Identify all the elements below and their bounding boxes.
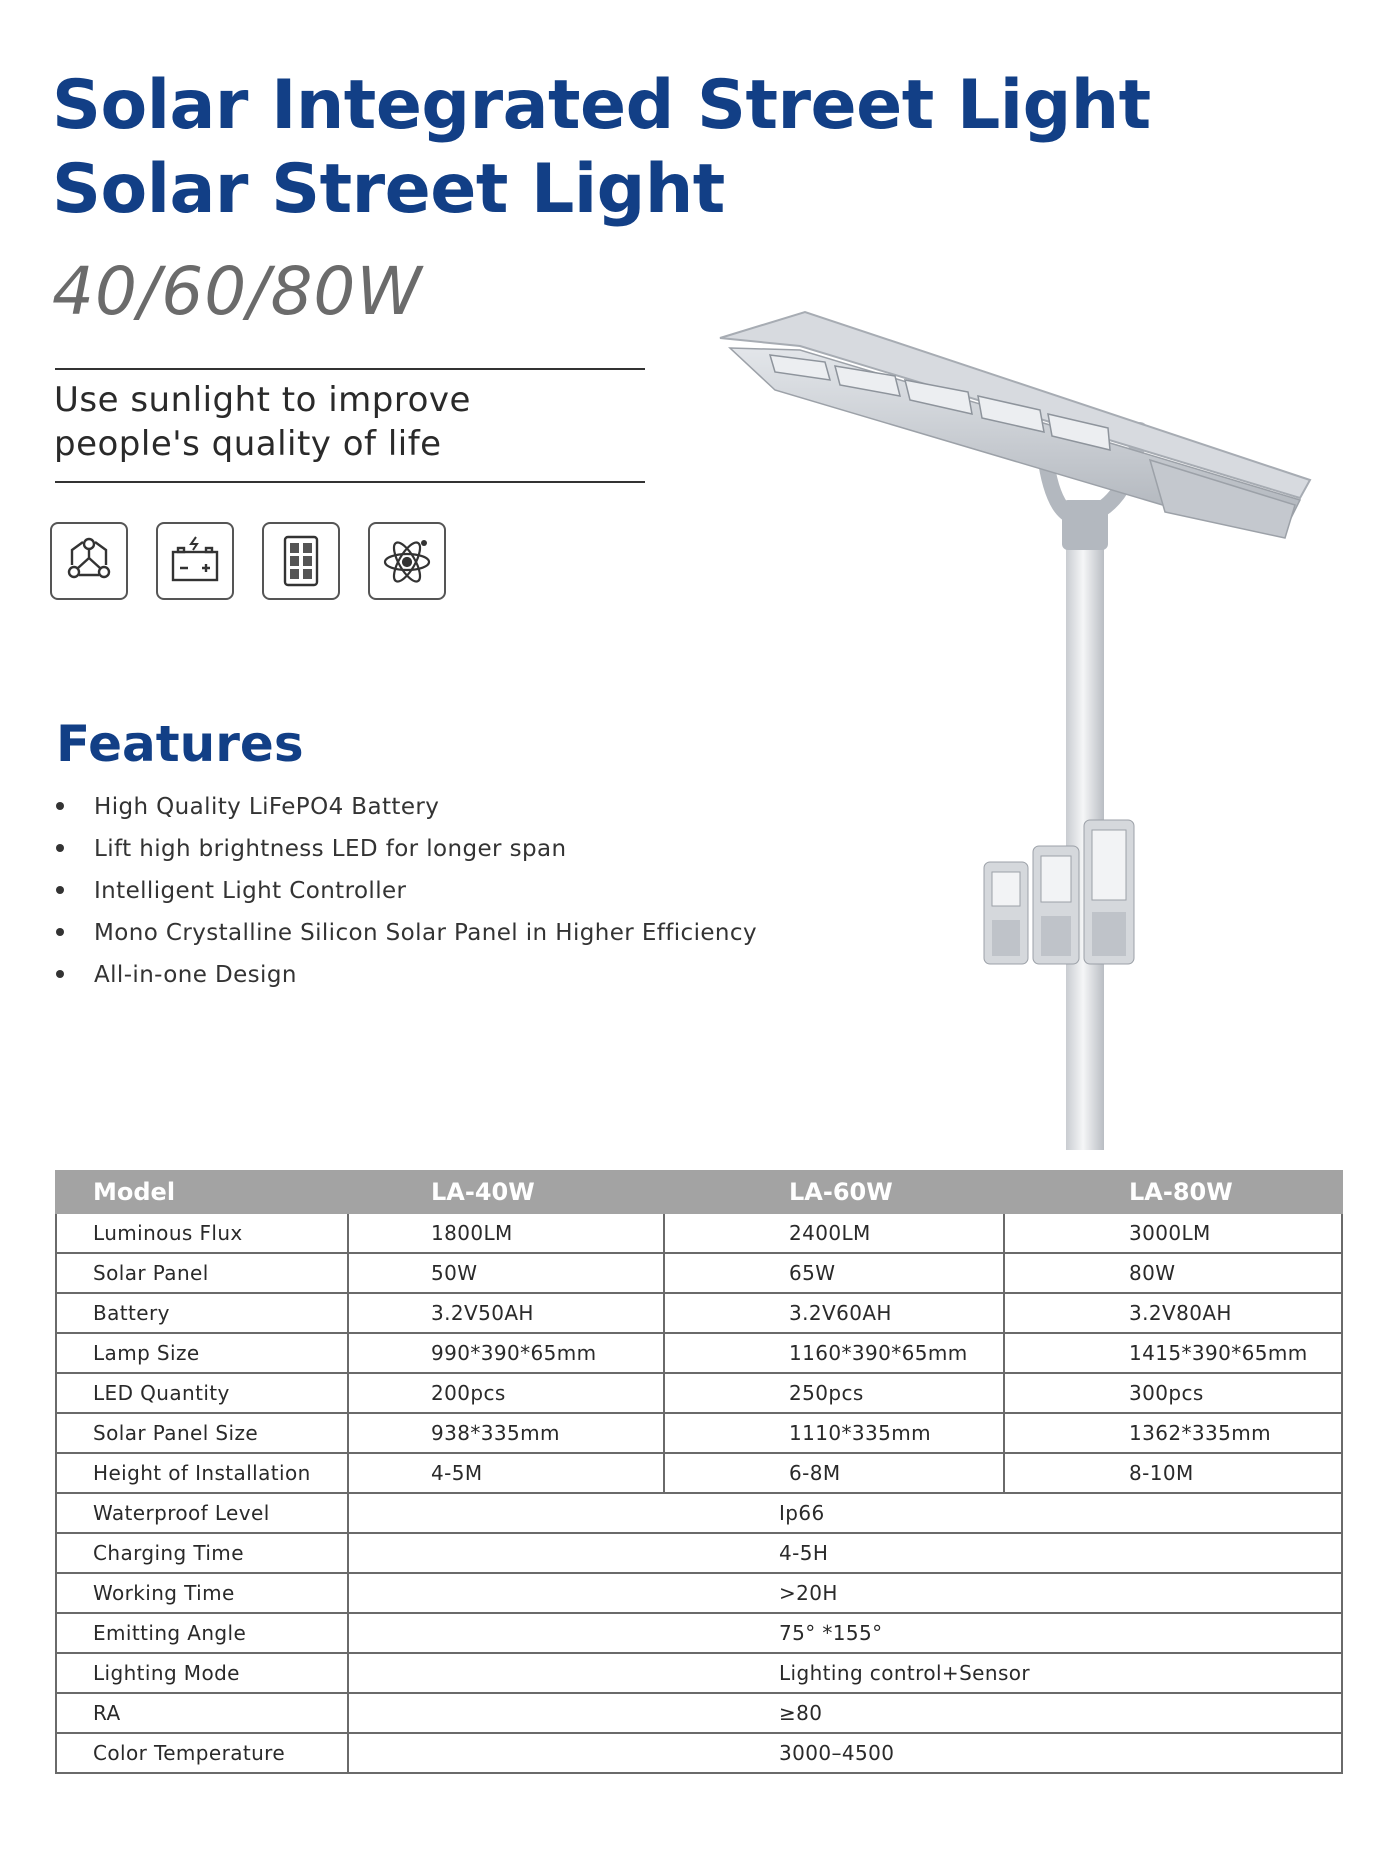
header-la-80w: LA-80W [1004, 1171, 1342, 1213]
cell-value: 80W [1004, 1253, 1342, 1293]
header-model: Model [56, 1171, 348, 1213]
title-line-2: Solar Street Light [52, 150, 725, 229]
table-row [56, 1533, 1342, 1573]
cell-value: 1800LM [348, 1213, 664, 1253]
feature-text: High Quality LiFePO4 Battery [94, 794, 440, 820]
table-row [56, 1613, 1342, 1653]
shared-value: 4-5H [348, 1533, 1342, 1573]
feature-item [56, 786, 757, 828]
cell-value: 6-8M [664, 1453, 1004, 1493]
cell-value: 4-5M [348, 1453, 664, 1493]
model-60w [1033, 846, 1079, 964]
model-40w [984, 862, 1028, 964]
feature-item [56, 870, 757, 912]
solar-panel-icon [262, 522, 340, 600]
cell-value: 3.2V50AH [348, 1293, 664, 1333]
cell-value: 1160*390*65mm [664, 1333, 1004, 1373]
bottom-divider [55, 481, 645, 483]
cell-value: 3000LM [1004, 1213, 1342, 1253]
row-label: Color Temperature [56, 1733, 348, 1773]
row-label: Emitting Angle [56, 1613, 348, 1653]
feature-item [56, 954, 757, 996]
table-row [56, 1653, 1342, 1693]
shared-value: >20H [348, 1573, 1342, 1613]
row-label: Battery [56, 1293, 348, 1333]
feature-text: Intelligent Light Controller [94, 878, 407, 904]
row-label: Lamp Size [56, 1333, 348, 1373]
cell-value: 1362*335mm [1004, 1413, 1342, 1453]
cell-value: 300pcs [1004, 1373, 1342, 1413]
spec-header-row [56, 1171, 1342, 1213]
header-la-60w: LA-60W [664, 1171, 1004, 1213]
cell-value: 65W [664, 1253, 1004, 1293]
row-label: LED Quantity [56, 1373, 348, 1413]
table-row [56, 1493, 1342, 1533]
feature-text: Mono Crystalline Silicon Solar Panel in Higher Efficiency [94, 920, 757, 946]
cell-value: 8-10M [1004, 1453, 1342, 1493]
cell-value: 990*390*65mm [348, 1333, 664, 1373]
cell-value: 200pcs [348, 1373, 664, 1413]
cell-value: 938*335mm [348, 1413, 664, 1453]
row-label: Charging Time [56, 1533, 348, 1573]
atom-icon [368, 522, 446, 600]
table-row [56, 1453, 1342, 1493]
table-row [56, 1213, 1342, 1253]
bullet-dot [56, 970, 64, 978]
bullet-dot [56, 928, 64, 936]
table-row [56, 1373, 1342, 1413]
model-lineup [984, 820, 1134, 964]
feature-text: Lift high brightness LED for longer span [94, 836, 567, 862]
shared-value: 3000–4500 [348, 1733, 1342, 1773]
row-label: Waterproof Level [56, 1493, 348, 1533]
tagline-line-2: people's quality of life [54, 424, 442, 464]
feature-item [56, 828, 757, 870]
row-label: RA [56, 1693, 348, 1733]
bullet-dot [56, 844, 64, 852]
table-row [56, 1253, 1342, 1293]
tagline-line-1: Use sunlight to improve [54, 380, 471, 420]
cell-value: 3.2V60AH [664, 1293, 1004, 1333]
feature-text: All-in-one Design [94, 962, 297, 988]
cell-value: 1110*335mm [664, 1413, 1004, 1453]
row-label: Working Time [56, 1573, 348, 1613]
bullet-dot [56, 886, 64, 894]
cell-value: 50W [348, 1253, 664, 1293]
row-label: Luminous Flux [56, 1213, 348, 1253]
row-label: Solar Panel [56, 1253, 348, 1293]
tagline [54, 378, 471, 466]
cell-value: 250pcs [664, 1373, 1004, 1413]
model-80w [1084, 820, 1134, 964]
wattage-range: 40/60/80W [52, 253, 423, 330]
table-row [56, 1293, 1342, 1333]
shared-value: Lighting control+Sensor [348, 1653, 1342, 1693]
battery-icon [156, 522, 234, 600]
row-label: Solar Panel Size [56, 1413, 348, 1453]
table-row [56, 1733, 1342, 1773]
shared-value: ≥80 [348, 1693, 1342, 1733]
header-la-40w: LA-40W [348, 1171, 664, 1213]
cell-value: 2400LM [664, 1213, 1004, 1253]
cell-value: 1415*390*65mm [1004, 1333, 1342, 1373]
row-label: Height of Installation [56, 1453, 348, 1493]
street-light-product-image [710, 300, 1330, 1150]
molecule-icon [50, 522, 128, 600]
table-row [56, 1413, 1342, 1453]
shared-value: 75° *155° [348, 1613, 1342, 1653]
features-heading: Features [56, 715, 304, 773]
table-row [56, 1693, 1342, 1733]
row-label: Lighting Mode [56, 1653, 348, 1693]
cell-value: 3.2V80AH [1004, 1293, 1342, 1333]
table-row [56, 1333, 1342, 1373]
feature-item [56, 912, 757, 954]
spec-table [55, 1170, 1343, 1774]
shared-value: Ip66 [348, 1493, 1342, 1533]
title-line-1: Solar Integrated Street Light [52, 66, 1151, 145]
features-list [56, 786, 757, 996]
bullet-dot [56, 802, 64, 810]
table-row [56, 1573, 1342, 1613]
top-divider [55, 368, 645, 370]
